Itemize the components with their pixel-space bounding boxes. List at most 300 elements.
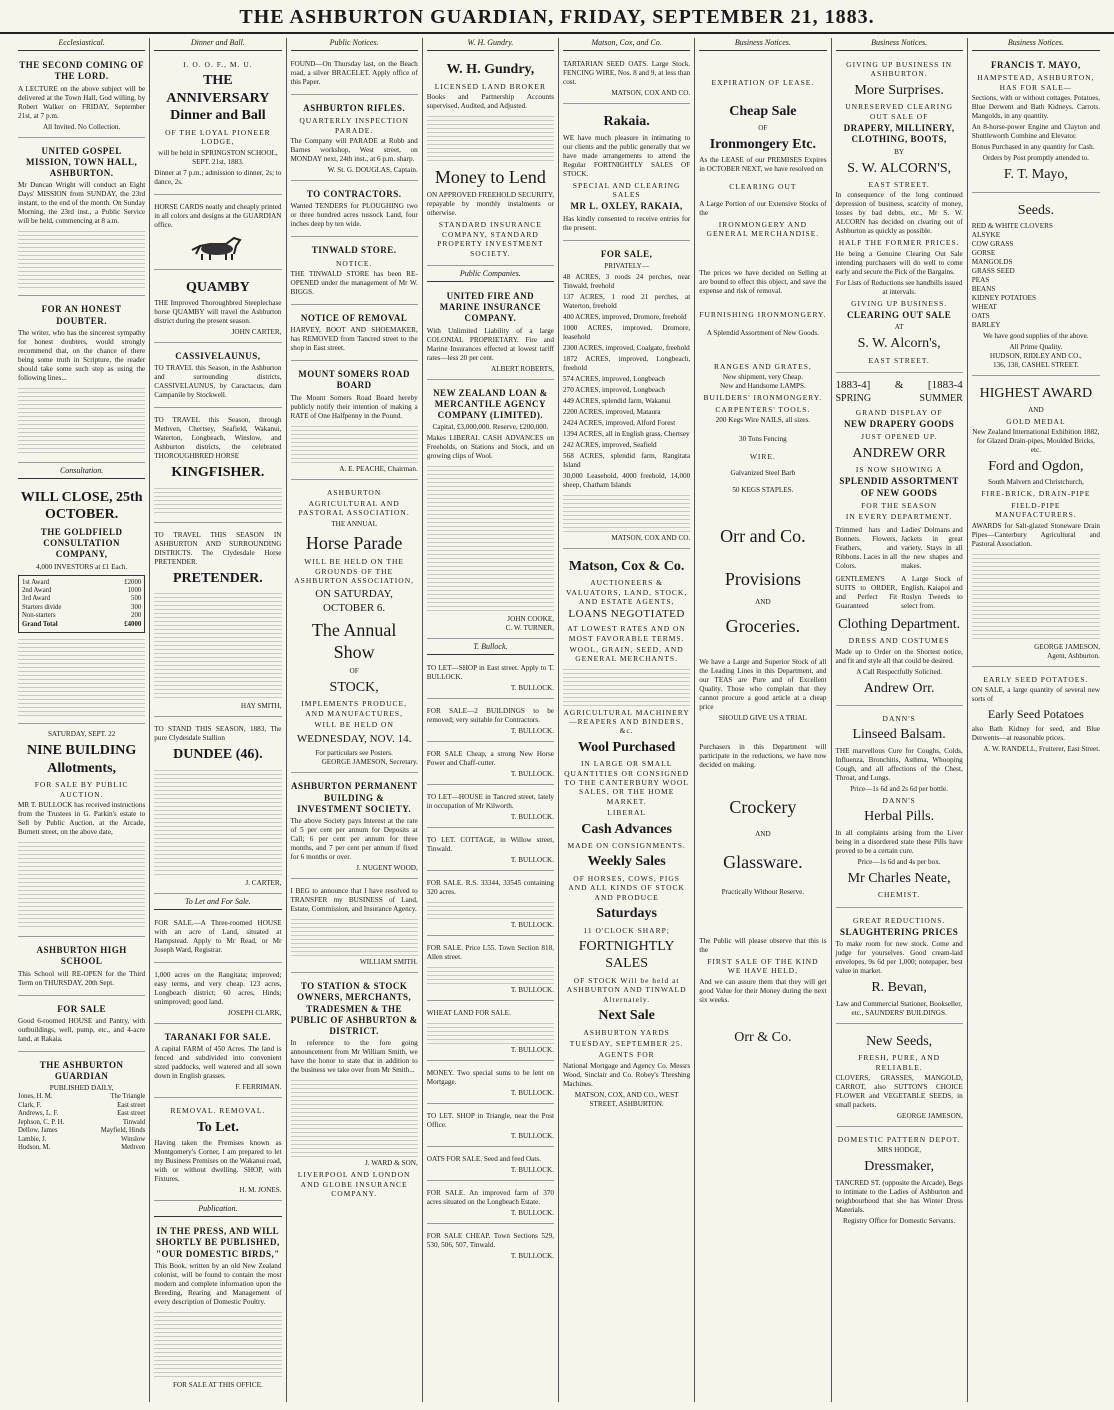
ad-subtitle: FOR SALE BY PUBLIC AUCTION. bbox=[34, 780, 129, 799]
ad-title: ASHBURTON PERMANENT BUILDING & INVESTMENT SOCIETY. bbox=[290, 781, 418, 814]
text-lines bbox=[563, 492, 690, 532]
ad-signature: MATSON, COX, AND CO., WEST STREET, ASHBURTON. bbox=[574, 1090, 679, 1108]
ad-heading: FURNISHING IRONMONGERY. bbox=[699, 309, 827, 319]
ad-body: The prices we have decided on Selling at are bound to effect this object, and save the expense and risk of removal. bbox=[699, 268, 827, 295]
ad-orr-co bbox=[699, 55, 826, 1054]
ad-line: AND bbox=[755, 598, 771, 607]
ad-heading: GREAT REDUCTIONS. bbox=[852, 915, 946, 925]
ad-body: ON APPROVED FREEHOLD SECURITY, repayable by monthly instalments or otherwise. bbox=[426, 191, 554, 218]
ad-line: A Call Respectfully Solicited. bbox=[856, 667, 943, 676]
ad-line: Law and Commercial Stationer, Bookseller, etc., SAUNDERS' BUILDINGS. bbox=[836, 999, 963, 1017]
ad-line: WILL BE HELD ON THE GROUNDS OF THE ASHBURTON ASSOCIATION, bbox=[294, 557, 414, 585]
ad-line: AT bbox=[894, 323, 904, 332]
ad-title: TINWALD STORE. bbox=[311, 245, 397, 256]
agent-row: Jones, H. M. The Triangle bbox=[18, 1093, 146, 1101]
ad-body: We have good supplies of the above. bbox=[983, 332, 1089, 340]
text-lines bbox=[972, 551, 1100, 641]
ad-line: OF bbox=[349, 666, 359, 675]
ad-line: Price—1s 6d and 4s per box. bbox=[857, 857, 941, 866]
ad-line: ASHBURTON YARDS bbox=[583, 1027, 670, 1037]
ad-line: GRAND DISPLAY OF bbox=[855, 407, 943, 417]
ad-title: ANDREW ORR bbox=[852, 445, 946, 461]
column-heading: Publication. bbox=[154, 1204, 281, 1217]
ad-bullock-4: TO LET—HOUSE in Tancred street, lately in occupation of Mr Kilworth. T. BULLOCK. bbox=[427, 788, 554, 828]
ad-line: OF HORSES, COWS, PIGS AND ALL KINDS OF STOCK AND PRODUCE bbox=[568, 873, 685, 902]
ad-title: Mr Charles Neate, bbox=[847, 870, 951, 886]
ad-line: IN LARGE OR SMALL QUANTITIES OR CONSIGNED TO THE CANTERBURY WOOL SALES, OR THE HOME MARKET. bbox=[564, 759, 690, 806]
ad-body: An 8-horse-power Engine and Clayton and Shuttleworth Combine and Elevator. bbox=[971, 123, 1100, 140]
ad-taranaki bbox=[154, 1027, 281, 1098]
ad-line: AT LOWEST RATES AND ON MOST FAVORABLE TERMS. bbox=[567, 624, 686, 643]
ad-body: Dinner at 7 p.m.; admission to dinner, 2s; to dance, 2s. bbox=[154, 168, 282, 186]
ad-nz-loan bbox=[427, 383, 554, 640]
ad-subtitle: LICENSED LAND BROKER bbox=[434, 81, 546, 91]
ad-title: Rakaia. bbox=[603, 114, 650, 129]
newspaper-page bbox=[14, 38, 1104, 1402]
ad-signature: MATSON, COX AND CO. bbox=[611, 533, 691, 542]
ad-signature: WILLIAM SMITH. bbox=[359, 958, 418, 966]
ad-line: MRS HODGE, bbox=[877, 1146, 922, 1155]
ad-publication bbox=[154, 1221, 281, 1395]
ad-line: South Malvern and Christchurch, bbox=[987, 478, 1084, 487]
ad-signature: GEORGE JAMESON, Secretary. bbox=[321, 758, 418, 767]
ad-permanent-society bbox=[291, 776, 418, 879]
ad-note: All Invited. No Collection. bbox=[42, 122, 121, 131]
ad-capital: Capital, £3,000,000. Reserve, £200,000. bbox=[432, 423, 549, 432]
ad-body: Has kindly consented to receive entries for the present. bbox=[563, 214, 691, 232]
ad-body: also Bath Kidney for seed, and Blue Derwents—at reasonable prices. bbox=[971, 724, 1100, 742]
horse-icon bbox=[188, 232, 248, 262]
ad-heading: EXPIRATION OF LEASE. bbox=[711, 78, 815, 87]
ad-signature: F. T. Mayo, bbox=[1003, 167, 1068, 182]
ad-title: S. W. ALCORN'S, bbox=[847, 160, 952, 176]
ad-signature: W. St. G. DOUGLAS, Captain. bbox=[327, 166, 418, 174]
masthead bbox=[0, 0, 1114, 34]
ad-signature: JOHN COOKE, bbox=[507, 615, 554, 624]
ad-title: R. Bevan, bbox=[871, 980, 927, 996]
ad-title: Wool Purchased bbox=[577, 739, 676, 755]
agent-list bbox=[18, 1093, 145, 1152]
ad-title: Cash Advances bbox=[581, 821, 672, 837]
ad-date: WEDNESDAY, NOV. 14. bbox=[296, 732, 412, 745]
ad-title: THE ASHBURTON GUARDIAN bbox=[39, 1059, 124, 1082]
ad-rifles bbox=[291, 98, 418, 181]
ad-title: Glassware. bbox=[723, 852, 803, 873]
ad-bullock-2: FOR SALE—2 BUILDINGS to be removed; very suitable for Contractors. T. BULLOCK. bbox=[427, 702, 554, 742]
ad-line: Agent, Ashburton. bbox=[1047, 651, 1100, 660]
ad-body: FOUND—On Thursday last, on the Beach road, a silver BRACELET. Apply office of this Paper. bbox=[290, 60, 418, 86]
ad-signature: GEORGE JAMESON, bbox=[1034, 642, 1100, 651]
ad-signature: F. FERRIMAN. bbox=[235, 1083, 282, 1092]
ad-body: In reference to the fore going announcement from Mr William Smith, we have the honor to state that in addition to the business we take over from Mr Smith... bbox=[290, 1039, 418, 1075]
ad-body: CLOVERS, GRASSES, MANGOLD, CARROT, also SUTTON'S CHOICE FLOWER and VEGETABLE SEEDS, in small packets. bbox=[835, 1074, 963, 1109]
ad-ford-ogdon bbox=[972, 379, 1100, 667]
ad-seed-potatoes bbox=[972, 670, 1100, 759]
ad-date: SATURDAY, SEPT. 22 bbox=[47, 730, 116, 739]
agent-row: Jephson, C. P. H. Tinwald bbox=[18, 1118, 146, 1126]
ad-mayo bbox=[972, 55, 1100, 193]
ad-body: HARVEY, BOOT AND SHOEMAKER, has REMOVED from Tancred street to the shop in East street. bbox=[290, 326, 418, 353]
ad-subtitle: PUBLISHED DAILY, bbox=[49, 1084, 114, 1093]
ad-body: HORSE CARDS neatly and cheaply printed in all colors and designs at the GUARDIAN office. bbox=[154, 202, 282, 229]
goods-columns: Trimmed hats and Bonnets. Flowers, Feathers, and Ribbons. Laces in all Colors. Ladies' Dolmans and Jackets in great variety. Stays in all the new shapes and makes. bbox=[835, 525, 963, 570]
ad-title: W. H. Gundry, bbox=[446, 62, 535, 77]
ad-line: 200 Kegs Wire NAILS, all sizes. bbox=[715, 416, 811, 424]
ad-body: This Book, written by an old New Zealand colonist, will be found to contain the most modern and complete information upon the Breeding, Rearing and Management of every description of Domestic Poultry. bbox=[154, 1261, 282, 1306]
ad-new-seeds bbox=[836, 1027, 963, 1127]
ad-subtitle: AUCTIONEERS & VALUATORS, LAND, STOCK, AND ESTATE AGENTS, bbox=[566, 578, 688, 606]
ad-body: THE marvellous Cure for Coughs, Colds, Influenza, Bronchitis, Asthma, Whooping Cough, and all affections of the Chest, Throat, and Lungs. bbox=[835, 746, 963, 782]
column-heading: Dinner and Ball. bbox=[154, 38, 281, 51]
ad-line: EAST STREET. bbox=[868, 180, 930, 189]
ad-title: NEW ZEALAND LOAN & MERCANTILE AGENCY COMPANY (LIMITED). bbox=[433, 387, 548, 421]
ad-heading: SPLENDID ASSORTMENT OF NEW GOODS bbox=[839, 476, 959, 498]
ad-line: GIVING UP BUSINESS. bbox=[851, 298, 948, 308]
ad-body: A capital FARM of 450 Acres. The land is fenced and subdivided into convenient sized paddocks, well watered and all sown down in English grasses. bbox=[154, 1045, 282, 1081]
ad-signature: H. M. JONES. bbox=[239, 1186, 282, 1194]
ad-second-coming bbox=[18, 55, 145, 138]
ad-bullock-11: OATS FOR SALE. Seed and feed Oats. T. BULLOCK. bbox=[427, 1150, 554, 1181]
ad-signature: Orr & Co. bbox=[734, 1029, 792, 1045]
ad-hodge bbox=[836, 1130, 963, 1231]
ad-line: WOOL, GRAIN, SEED, AND GENERAL MERCHANTS. bbox=[569, 644, 684, 664]
ad-body: ON SALE, a large quantity of several new sorts of bbox=[971, 685, 1100, 703]
ad-body: The writer, who has the sincerest sympathy for honest doubters, would strongly recommend that, on the chance of there being some truth in Scripture, the reader should take some such step as using the following lines... bbox=[18, 328, 146, 382]
ad-line: FIRE-BRICK, DRAIN-PIPE bbox=[981, 489, 1091, 499]
ad-body: Sections, with or without cottages. Potatoes, Blue Derwent and Bath Kidneys. Carrots. Mangolds, in any quantity. bbox=[971, 94, 1100, 120]
ad-signature: A. W. RANDELL, Fruiterer, East Street. bbox=[983, 744, 1100, 753]
ad-title: Ford and Ogdon, bbox=[988, 458, 1084, 474]
column-heading: To Let and For Sale. bbox=[154, 897, 281, 910]
ad-title: FOR SALE, bbox=[600, 248, 653, 259]
ad-bullock-1: TO LET—SHOP in East street. Apply to T. BULLOCK. T. BULLOCK. bbox=[427, 659, 554, 699]
ad-signature: HAY SMITH, bbox=[240, 702, 282, 711]
prize-list bbox=[18, 575, 145, 634]
ad-title: THE ANNIVERSARY Dinner and Ball bbox=[166, 73, 270, 124]
column-8 bbox=[968, 38, 1104, 1402]
ad-body: Bonus Purchased in any quantity for Cash. bbox=[971, 143, 1095, 151]
ad-title: THE SECOND COMING OF THE LORD. bbox=[19, 60, 144, 82]
ad-line: SHOULD GIVE US A TRIAL bbox=[718, 713, 807, 722]
ad-line: Orders by Post promptly attended to. bbox=[982, 154, 1089, 162]
ad-title: Herbal Pills. bbox=[864, 809, 935, 825]
ad-body: TO TRAVEL this Season, in the Ashburton and surrounding districts, CASSIVELAUNUS, by Caractacus, dam Campanile by Stockwell. bbox=[154, 364, 282, 400]
ad-signature: JOHN CARTER, bbox=[231, 328, 282, 337]
ad-line: A Splendid Assortment of New Goods. bbox=[706, 328, 819, 337]
ad-body: will be held in SPRINGSTON SCHOOL, SEPT. 21st, 1883. bbox=[158, 148, 278, 166]
ad-lodge: I. O. O. F., M. U. bbox=[183, 60, 253, 69]
prize-row: Starters divide 300 bbox=[22, 603, 142, 611]
column-heading: T. Bullock. bbox=[427, 642, 554, 655]
ad-dundee bbox=[154, 720, 281, 894]
ad-title: NOTICE OF REMOVAL bbox=[300, 312, 408, 323]
agent-row: Lambie, J. Winslow bbox=[18, 1135, 146, 1143]
ad-rakaia bbox=[563, 107, 690, 241]
ad-body: The above Society pays Interest at the rate of 5 per cent per annum for Deposits at Call; 6 per cent per annum for three months, and 7 per cent per annum if fixed for 6 months or over. bbox=[290, 817, 418, 861]
text-lines bbox=[154, 767, 281, 877]
ad-tartarian-oats bbox=[563, 55, 690, 104]
ad-line: 30 Tons Fencing bbox=[739, 435, 787, 443]
ad-body: AWARDS for Salt-glazed Stoneware Drain Pipes—Canterbury Agricultural and Pastoral Association. bbox=[971, 521, 1100, 548]
column-3 bbox=[287, 38, 423, 1402]
ad-title: Clothing Department. bbox=[838, 616, 961, 632]
ad-body: Purchasers in this Department will participate in the reductions, we have now decided on making. bbox=[699, 742, 827, 769]
ad-bullock-12: FOR SALE. An improved farm of 370 acres situated on the Longbeach Estate. T. BULLOCK. bbox=[427, 1184, 554, 1224]
ad-title: FOR SALE bbox=[57, 1003, 106, 1014]
column-5 bbox=[559, 38, 695, 1402]
agent-row: Andrews, L. F. East street bbox=[18, 1110, 146, 1118]
ad-title: Provisions bbox=[724, 568, 801, 589]
ad-name: MR L. OXLEY, RAKAIA, bbox=[570, 201, 683, 212]
ad-title: CASSIVELAUNUS, bbox=[175, 351, 261, 362]
agent-row: Dellow, James Mayfield, Hinds bbox=[18, 1127, 146, 1135]
ad-line: HALF THE FORMER PRICES. bbox=[838, 238, 960, 248]
ad-title: Matson, Cox & Co. bbox=[568, 558, 685, 574]
ad-line: AND bbox=[1028, 405, 1044, 414]
ad-signature: A. E. PEACHE, Chairman. bbox=[339, 464, 418, 473]
ad-subtitle: OF THE LOYAL PIONEER LODGE, bbox=[165, 127, 271, 147]
ad-line: GOLD MEDAL bbox=[1006, 416, 1066, 426]
text-lines bbox=[18, 636, 145, 716]
text-lines bbox=[291, 423, 418, 463]
ad-heading: DRAPERY, MILLINERY, CLOTHING, BOOTS, bbox=[843, 123, 955, 145]
ad-heading: WIRE. bbox=[749, 452, 776, 461]
ad-title: TO STATION & STOCK OWNERS, MERCHANTS, TRADESMEN & THE PUBLIC OF ASHBURTON & DISTRICT. bbox=[290, 981, 418, 1036]
season-header: 1883-4] & [1883-4 bbox=[835, 379, 963, 392]
ad-pretender bbox=[154, 526, 281, 718]
ad-body: The Mount Somers Road Board hereby publicly notify their intention of making a RATE of One Halfpenny in the Pound. bbox=[290, 393, 418, 420]
column-1 bbox=[14, 38, 150, 1402]
text-lines bbox=[18, 839, 145, 929]
ad-line: 50 KEGS STAPLES. bbox=[732, 486, 794, 495]
ad-subheading: AGRICULTURAL AND PASTORAL ASSOCIATION. bbox=[298, 499, 410, 518]
column-heading: Business Notices. bbox=[836, 38, 963, 51]
ad-body: Mr Duncan Wright will conduct an Eight Days' MISSION from SUNDAY, the 23rd instant, to the end of the month. On Sunday Morning, the 23rd inst., a Public Service will be held, commencing at 8 a.m. bbox=[18, 181, 146, 226]
ad-title: UNITED FIRE AND MARINE INSURANCE COMPANY. bbox=[439, 290, 541, 324]
ad-heading: REMOVAL. REMOVAL. bbox=[170, 1106, 266, 1116]
ad-title: IN THE PRESS, AND WILL SHORTLY BE PUBLISHED, "OUR DOMESTIC BIRDS," bbox=[155, 1226, 280, 1259]
ad-heading: NEW DRAPERY GOODS bbox=[844, 418, 955, 429]
ad-body: THE Improved Thoroughbred Steeplechase horse QUAMBY will travel the Ashburton district during the present season. bbox=[154, 299, 282, 326]
season-words: SPRING SUMMER bbox=[835, 393, 963, 404]
ad-bullock-5: TO LET. COTTAGE, in Willow street, Tinwald. T. BULLOCK. bbox=[427, 831, 554, 871]
prize-row: Grand Total £4000 bbox=[22, 620, 142, 628]
ad-line: AND bbox=[755, 830, 771, 839]
ad-andrew-orr bbox=[836, 376, 963, 706]
ad-body: For Lists of Reductions see handbills issued at intervals. bbox=[835, 278, 963, 296]
column-6 bbox=[695, 38, 831, 1402]
ad-signature: JOSEPH CLARK, bbox=[227, 1008, 282, 1017]
ad-line: THE ANNUAL bbox=[331, 519, 377, 528]
column-heading: Business Notices. bbox=[972, 38, 1100, 51]
ad-body: TANCRED ST. (opposite the Arcade), Begs to intimate to the Ladies of Ashburton and neighbourhood that she has Winter Dress Materials. bbox=[835, 1178, 963, 1214]
prize-row: 2nd Award 1000 bbox=[22, 586, 142, 594]
ad-bevan bbox=[836, 911, 963, 1024]
ad-line: JUST OPENED UP. bbox=[861, 432, 938, 442]
ad-dinner-ball bbox=[154, 55, 281, 195]
ad-heading: GIVING UP BUSINESS IN ASHBURTON. bbox=[846, 60, 953, 79]
ad-heading: CLEARING OUT SALE bbox=[846, 310, 952, 321]
ad-body: WE have much pleasure in intimating to our clients and the public generally that we have made arrangements to attend the Regular FORTNIGHTLY SALES OF STOCK. bbox=[563, 133, 691, 178]
ad-body: TO TRAVEL this Season, through Methven, Chertsey, Seafield, Wakanui, Waterton, Longbeach, Winslow, and Ashburton districts, the celebrated THOROUGHBRED HORSE bbox=[154, 416, 282, 461]
ad-heading: FIRST SALE OF THE KIND WE HAVE HELD, bbox=[707, 956, 819, 976]
ad-line: TUESDAY, SEPTEMBER 25. bbox=[569, 1038, 684, 1048]
ad-line: FIELD-PIPE MANUFACTURERS. bbox=[995, 500, 1077, 520]
ad-title: More Surprises. bbox=[854, 82, 944, 98]
ad-line: OF STOCK Will be held at ASHBURTON AND TINWALD Alternately. bbox=[566, 975, 687, 1004]
ad-line: CHEMIST. bbox=[878, 890, 921, 900]
ad-body: The Company will PARADE at Robb and Barnes workshop, West street, on MONDAY next, 24th inst., at 6 p.m. sharp. bbox=[290, 137, 418, 163]
ad-allotments bbox=[18, 727, 145, 937]
ad-tinwald-store bbox=[291, 240, 418, 305]
ad-high-school bbox=[18, 940, 145, 996]
ad-title: HIGHEST AWARD bbox=[979, 386, 1093, 401]
ad-body: As the LEASE of our PREMISES Expires in OCTOBER NEXT, we have resolved on bbox=[699, 156, 827, 174]
ad-signature: J. CARTER, bbox=[245, 878, 282, 887]
ad-body: We have a Large and Superior Stock of all the Leading Lines in this Department, and our TEAS are Pure and of Excellent Quality. Those who complain that they cannot procure a good article at a cheap price bbox=[699, 657, 827, 711]
ad-line: WILL BE HELD ON bbox=[314, 720, 394, 730]
ad-subtitle: PRIVATELY— bbox=[604, 261, 649, 270]
ad-signature: HUDSON, RIDLEY AND CO., bbox=[989, 352, 1082, 360]
ad-body: Books and Partnership Accounts supervised, Audited, and Adjusted. bbox=[426, 92, 554, 110]
ad-title: Seeds. bbox=[1017, 202, 1054, 218]
ad-subtitle: THE GOLDFIELD CONSULTATION COMPANY, bbox=[40, 526, 123, 560]
ad-bullock-9: MONEY. Two special sums to be lent on Mortgage. T. BULLOCK. bbox=[427, 1064, 554, 1104]
text-lines bbox=[427, 463, 554, 613]
column-4 bbox=[423, 38, 559, 1402]
ad-line: DRESS AND COSTUMES bbox=[848, 636, 950, 646]
ad-signature: ALBERT ROBERTS, bbox=[491, 364, 554, 373]
ad-title: PRETENDER. bbox=[172, 570, 263, 586]
ad-signature: C. W. TURNER, bbox=[505, 624, 554, 633]
ad-line: DANN'S bbox=[882, 795, 916, 805]
text-lines bbox=[291, 1077, 418, 1157]
ad-heading: IRONMONGERY AND GENERAL MERCHANDISE. bbox=[706, 219, 820, 239]
ad-title: Horse Parade bbox=[305, 532, 403, 553]
ad-subtitle: QUARTERLY INSPECTION PARADE. bbox=[299, 116, 409, 135]
ad-line: IS NOW SHOWING A bbox=[855, 465, 943, 474]
ad-body: New Zealand International Exhibition 1882, for Glazed Drain-pipes, Moulded Bricks, etc. bbox=[972, 427, 1100, 454]
ad-gundry bbox=[427, 55, 554, 266]
ad-body: In consequence of the long continued depression of business, scarcity of money, losses by bad debts, etc., Mr S. W. ALCORN has decided on clearing out of Ashburton as quickly as possible. bbox=[835, 191, 963, 236]
ad-bullock-3: FOR SALE Cheap, a strong New Horse Power and Chaff-cutter. T. BULLOCK. bbox=[427, 745, 554, 785]
ad-body: He being a Genuine Clearing Out Sale intending purchasers will do well to come early and secure the Pick of the Bargains. bbox=[835, 249, 963, 276]
ad-title: MOUNT SOMERS ROAD BOARD bbox=[298, 369, 411, 391]
ad-line: IN EVERY DEPARTMENT. bbox=[845, 512, 953, 522]
ad-heading: LOANS NEGOTIATED bbox=[568, 608, 685, 621]
ad-honest-doubter bbox=[18, 299, 145, 463]
ad-body: TO STAND THIS SEASON, 1883, The pure Clydesdale Stallion bbox=[154, 725, 282, 743]
ad-title: STOCK, bbox=[329, 679, 379, 695]
ad-body: A LECTURE on the above subject will be delivered at the Town Hall, God willing, by Robert Walker on FRIDAY, September 21st, at 7 p.m. bbox=[18, 84, 146, 120]
text-lines bbox=[154, 590, 281, 700]
ad-title: FOR AN HONEST DOUBTER. bbox=[41, 304, 122, 326]
ad-body: THE TINWALD STORE has been RE-OPENED under the management of Mr W. BIGGS. bbox=[290, 269, 418, 296]
ad-line: Galvanized Steel Barb bbox=[730, 469, 796, 478]
ad-line: 11 O'CLOCK SHARP; bbox=[583, 925, 670, 935]
ad-alcorn bbox=[836, 55, 963, 373]
ad-line: FRESH, PURE, AND RELIABLE. bbox=[858, 1053, 941, 1072]
ad-signature: Andrew Orr. bbox=[863, 680, 935, 696]
ad-title: Orr and Co. bbox=[720, 526, 806, 547]
ad-line: UNRESERVED CLEARING OUT SALE OF bbox=[845, 102, 954, 121]
text-lines bbox=[18, 228, 145, 288]
ad-quamby bbox=[154, 273, 281, 344]
ad-line: Registry Office for Domestic Servants. bbox=[843, 1216, 956, 1225]
ad-body: With Unlimited Liability of a large COLONIAL PROPRIETARY. Fire and Marine Insurances effected at lowest tariff rates—less 20 per cent. bbox=[426, 326, 554, 362]
column-heading: Public Notices. bbox=[291, 38, 418, 51]
ad-house-for-sale bbox=[154, 914, 281, 963]
ad-bullock-6: FOR SALE. R.S. 33344, 33545 containing 320 acres. T. BULLOCK. bbox=[427, 874, 554, 936]
ad-heading: DOMESTIC PATTERN DEPOT. bbox=[837, 1135, 961, 1144]
ad-body: And we can assure them that they will get good Value for their Money during the next six weeks. bbox=[699, 977, 827, 1004]
agent-row: Hudson, M. Methven bbox=[18, 1144, 146, 1152]
ad-found bbox=[291, 55, 418, 95]
ad-subtitle: HAMPSTEAD, ASHBURTON, HAS FOR SALE— bbox=[977, 73, 1095, 92]
ad-title: Early Seed Potatoes bbox=[987, 706, 1084, 721]
ad-seeds: Seeds. RED & WHITE CLOVERS ALSYKE COW GRASS GORSE MANGOLDS GRASS SEED PEAS BEANS KIDNEY POTATOES WHEAT OATS BARLEY We have good supplies of the above. All Prime Quality. HUDSON, RIDLEY AND CO., 136, 138, CASHEL STREET. bbox=[972, 196, 1100, 377]
column-heading: Consultation. bbox=[18, 466, 145, 479]
text-lines bbox=[18, 385, 145, 455]
column-heading: W. H. Gundry. bbox=[427, 38, 554, 51]
ad-heading: RANGES AND GRATES, bbox=[713, 361, 812, 371]
ad-contractors bbox=[291, 184, 418, 237]
ad-body: This School will RE-OPEN for the Third Term on THURSDAY, 20th Sept. bbox=[18, 969, 146, 987]
ad-consultation bbox=[18, 483, 145, 725]
ad-bullock-10: TO LET. SHOP in Triangle, near the Post Office. T. BULLOCK. bbox=[427, 1107, 554, 1147]
ad-dann bbox=[836, 709, 963, 908]
ad-body: TO TRAVEL THIS SEASON IN ASHBURTON AND SURROUNDING DISTRICTS. The Clydesdale Horse PRETENDER. bbox=[154, 530, 282, 566]
ad-line: MADE ON CONSIGNMENTS. bbox=[567, 841, 686, 850]
ad-transfer bbox=[291, 882, 418, 973]
ad-subtitle: STANDARD INSURANCE COMPANY, STANDARD PROPERTY INVESTMENT SOCIETY. bbox=[437, 220, 544, 258]
ad-line: LIBERAL bbox=[607, 808, 646, 818]
ad-cassivelaunus bbox=[154, 346, 281, 408]
text-lines bbox=[154, 485, 281, 515]
ad-signature: MATSON, COX AND CO. bbox=[611, 89, 691, 97]
ad-line: OF bbox=[758, 123, 768, 132]
text-lines bbox=[154, 1309, 281, 1379]
ad-signature: GEORGE JAMESON, bbox=[896, 1112, 963, 1120]
ad-heading: BUILDERS' IRONMONGERY. bbox=[703, 393, 823, 403]
ad-station-owners bbox=[291, 976, 418, 1205]
ad-title: Crockery bbox=[729, 796, 797, 817]
ad-ap-association bbox=[291, 483, 418, 774]
ad-body: A Large Portion of our Extensive Stocks of the bbox=[699, 199, 827, 217]
prize-row: 1st Award £2000 bbox=[22, 578, 142, 586]
ad-body: Made up to Order on the Shortest notice, and fit and style all that could be desired. bbox=[835, 647, 963, 665]
ad-title: ASHBURTON RIFLES. bbox=[303, 103, 406, 113]
ad-mount-somers bbox=[291, 364, 418, 480]
text-lines bbox=[291, 916, 418, 956]
ad-united-fire bbox=[427, 286, 554, 380]
ad-signature: J. NUGENT WOOD, bbox=[356, 864, 418, 872]
ad-bullock-7: FOR SALE. Price L55. Town Section 818, Allen street. T. BULLOCK. bbox=[427, 939, 554, 1001]
ad-heading: CLEARING OUT bbox=[729, 182, 797, 192]
ad-signature: J. WARD & SON, bbox=[364, 1159, 418, 1168]
ad-title: Groceries. bbox=[725, 616, 801, 637]
column-heading: Business Notices. bbox=[699, 38, 826, 51]
ad-title: Saturdays bbox=[596, 906, 657, 921]
prize-row: 3rd Award 500 bbox=[22, 595, 142, 603]
ad-title: Weekly Sales bbox=[587, 854, 666, 870]
ad-body: To make room for new stock. Come and judge for yourselves. Good cream-laid envelopes, 9s 6d per 1,000; notepaper, best value in market. bbox=[835, 940, 963, 976]
ad-subtitle: SPECIAL AND CLEARING SALES bbox=[572, 180, 681, 199]
newspaper-title: THE ASHBURTON GUARDIAN, FRIDAY, SEPTEMBER 21, 1883. bbox=[239, 6, 875, 28]
ad-title: DUNDEE (46). bbox=[173, 747, 263, 763]
ad-body: I BEG to announce that I have resolved to TRANSFER my BUSINESS of Land, Estate, Commission, and Insurance Agency. bbox=[290, 887, 418, 913]
ad-title: UNITED GOSPEL MISSION, TOWN HALL, ASHBURTON. bbox=[26, 145, 138, 178]
